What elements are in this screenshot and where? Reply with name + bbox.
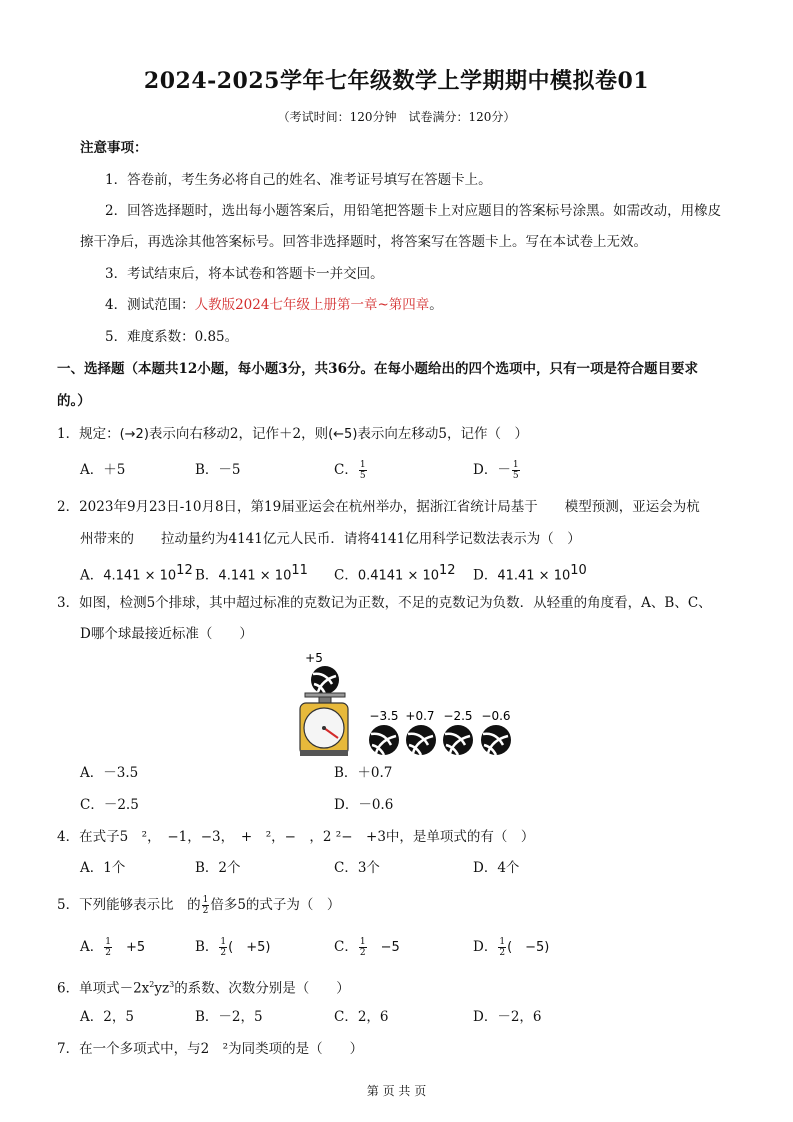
fraction-numerator: 1 bbox=[105, 937, 111, 947]
volleyball-icon bbox=[481, 725, 511, 755]
q4-option-a: A．1个 bbox=[80, 860, 126, 876]
q5-option-b-tail: ( +5) bbox=[228, 940, 271, 955]
q2-option-b-base: 4.141 × 10 bbox=[218, 568, 292, 584]
fraction-numerator: 1 bbox=[220, 937, 227, 947]
q1-option-d-fraction bbox=[512, 460, 520, 481]
q2-option-c-exp: 12 bbox=[439, 563, 456, 578]
q2-option-a-label: A． bbox=[80, 567, 104, 584]
q1-option-c-label: C． bbox=[334, 462, 358, 478]
q5-option-a-label: A． bbox=[80, 939, 104, 955]
q2-option-b-exp: 11 bbox=[291, 563, 308, 578]
q1-option-c bbox=[334, 460, 368, 481]
q5-option-b-fraction bbox=[219, 937, 227, 958]
fig-label-d: −0.6 bbox=[481, 709, 511, 723]
fig-label-b: +0.7 bbox=[405, 709, 435, 723]
q2-option-a-exp: 12 bbox=[176, 563, 193, 578]
q6-text-a: 6．单项式－2x bbox=[57, 980, 150, 997]
q6-option-c: C．2，6 bbox=[334, 1009, 389, 1025]
q4-option-b: B．2个 bbox=[195, 860, 241, 876]
question-2-line2: 州带来的 拉动量约为4141亿元人民币．请将4141亿用科学记数法表示为（ ） bbox=[80, 531, 581, 547]
q1-option-a: A．＋5 bbox=[80, 462, 126, 478]
notice-item-1: 1．答卷前，考生务必将自己的姓名、准考证号填写在答题卡上。 bbox=[105, 172, 492, 188]
q2-option-b-label: B． bbox=[195, 567, 219, 584]
q2-option-d-base: 41.41 × 10 bbox=[497, 568, 571, 584]
q5-option-b-label: B． bbox=[195, 939, 219, 955]
q6-option-a: A．2，5 bbox=[80, 1009, 134, 1025]
q5-option-c bbox=[334, 937, 400, 958]
q3-option-c: C．－2.5 bbox=[80, 797, 139, 813]
volleyball-icon bbox=[311, 666, 339, 694]
q2-option-b bbox=[195, 561, 308, 587]
q3-option-b: B．＋0.7 bbox=[334, 765, 393, 781]
q1-right-move: (→2) bbox=[119, 427, 149, 442]
q4-option-d: D．4个 bbox=[473, 860, 520, 876]
notice-item-2b: 擦干净后，再选涂其他答案标号。回答非选择题时，将答案写在答题卡上。写在本试卷上无效。 bbox=[80, 234, 647, 250]
q6-option-b: B．－2，5 bbox=[195, 1009, 263, 1025]
q5-text-a: 5．下列能够表示比 的 bbox=[57, 897, 201, 913]
q1-left-move: (←5) bbox=[328, 427, 358, 442]
question-5 bbox=[57, 895, 340, 916]
notice-item-4-suffix: 。 bbox=[429, 297, 443, 313]
fraction-denominator: 5 bbox=[512, 471, 519, 481]
q1-option-c-fraction bbox=[359, 460, 367, 481]
fraction-numerator: 1 bbox=[512, 460, 519, 470]
q5-option-a-tail: +5 bbox=[112, 940, 146, 955]
q2-option-d bbox=[473, 561, 587, 587]
fraction-numerator: 1 bbox=[499, 937, 506, 947]
notice-item-2a: 2．回答选择题时，选出每小题答案后，用铅笔把答题卡上对应题目的答案标号涂黑。如需改动，用橡皮 bbox=[105, 203, 722, 219]
section1-heading-line1: 一、选择题（本题共12小题，每小题3分，共36分。在每小题给出的四个选项中，只有一项是符合题目要求 bbox=[57, 361, 698, 377]
q2-option-c bbox=[334, 561, 456, 587]
fraction-numerator: 1 bbox=[359, 937, 366, 947]
q2-option-c-base: 0.4141 × 10 bbox=[357, 568, 440, 584]
q3-option-a: A．－3.5 bbox=[80, 765, 139, 781]
q5-option-d-tail: ( −5) bbox=[507, 940, 550, 955]
fraction-denominator: 2 bbox=[220, 948, 227, 958]
exam-subtitle: （考试时间：120分钟 试卷满分：120分） bbox=[277, 110, 516, 124]
q1-option-d bbox=[473, 460, 521, 481]
fraction-denominator: 2 bbox=[499, 948, 506, 958]
q6-sup-1: 2 bbox=[149, 980, 155, 989]
q5-option-d-fraction bbox=[498, 937, 506, 958]
q2-option-a-base: 4.141 × 10 bbox=[103, 568, 177, 584]
fraction-numerator: 1 bbox=[359, 460, 366, 470]
question-2-line1: 2．2023年9月23日-10月8日，第19届亚运会在杭州举办，据浙江省统计局基于 模型预测，亚运会为杭 bbox=[57, 499, 700, 515]
question-7: 7．在一个多项式中，与2 ²为同类项的是（ ） bbox=[57, 1041, 364, 1057]
q5-option-a bbox=[80, 937, 145, 958]
q5-option-d-label: D． bbox=[473, 939, 498, 955]
question-6 bbox=[57, 975, 350, 999]
q5-option-d bbox=[473, 937, 549, 958]
section1-heading-line2: 的。） bbox=[57, 393, 91, 409]
question-1 bbox=[57, 424, 528, 445]
question-4: 4．在式子5 ²， −1，−3， + ²，− ，2 ²− +3中，是单项式的有（ ） bbox=[57, 829, 535, 845]
q5-text-b: 倍多5的式子为（ ） bbox=[210, 897, 341, 913]
notice-item-4-prefix: 4．测试范围： bbox=[105, 297, 195, 313]
scale-icon bbox=[300, 703, 348, 756]
q1-option-d-label: D．－ bbox=[473, 462, 511, 478]
q2-option-a bbox=[80, 561, 193, 587]
q5-option-b bbox=[195, 937, 270, 958]
q6-sup-2: 3 bbox=[169, 980, 175, 989]
fig-label-a: −3.5 bbox=[369, 709, 399, 723]
q1-option-b: B．－5 bbox=[195, 462, 241, 478]
q1-text-e: 表示向左移动5，记作（ ） bbox=[357, 426, 528, 442]
scale-plate bbox=[305, 693, 345, 697]
fraction-numerator: 1 bbox=[202, 895, 209, 905]
fraction-denominator: 2 bbox=[105, 948, 111, 958]
fraction-denominator: 2 bbox=[202, 906, 209, 916]
q1-text-a: 1．规定： bbox=[57, 426, 120, 442]
q5-option-a-fraction bbox=[104, 937, 112, 958]
volleyball-icon bbox=[369, 725, 399, 755]
q1-text-c: 表示向右移动2，记作＋2，则 bbox=[148, 426, 329, 442]
fig-label-c: −2.5 bbox=[443, 709, 473, 723]
q5-fraction bbox=[202, 895, 210, 916]
test-range: 人教版2024七年级上册第一章~第四章 bbox=[194, 297, 430, 313]
q2-option-c-label: C． bbox=[334, 567, 358, 584]
volleyball-scale-figure bbox=[292, 650, 522, 760]
fraction-denominator: 2 bbox=[359, 948, 366, 958]
exam-title: 2024-2025学年七年级数学上学期期中模拟卷01 bbox=[143, 68, 650, 94]
fig-label-top: +5 bbox=[305, 651, 323, 665]
q2-option-d-label: D． bbox=[473, 567, 498, 584]
q4-option-c: C．3个 bbox=[334, 860, 380, 876]
q2-option-d-exp: 10 bbox=[570, 563, 587, 578]
page-footer: 第 页 共 页 bbox=[366, 1084, 427, 1098]
volleyball-icon bbox=[406, 725, 436, 755]
fraction-denominator: 5 bbox=[359, 471, 366, 481]
notice-item-4 bbox=[105, 295, 443, 315]
q6-option-d: D．－2，6 bbox=[473, 1009, 542, 1025]
q3-option-d: D．－0.6 bbox=[334, 797, 394, 813]
q6-text-c: yz bbox=[154, 980, 170, 997]
notice-item-5: 5．难度系数：0.85。 bbox=[105, 329, 239, 345]
question-3-line2: D哪个球最接近标准（ ） bbox=[80, 626, 253, 642]
q6-text-d: 的系数、次数分别是（ ） bbox=[174, 980, 350, 997]
q5-option-c-label: C． bbox=[334, 939, 358, 955]
volleyball-icon bbox=[443, 725, 473, 755]
q5-option-c-fraction bbox=[359, 937, 367, 958]
notice-item-3: 3．考试结束后，将本试卷和答题卡一并交回。 bbox=[105, 266, 384, 282]
q5-option-c-tail: −5 bbox=[367, 940, 400, 955]
question-3-line1: 3．如图，检测5个排球，其中超过标准的克数记为正数，不足的克数记为负数．从轻重的角度看，A、B、C、 bbox=[57, 595, 712, 611]
notice-heading: 注意事项： bbox=[80, 140, 148, 156]
